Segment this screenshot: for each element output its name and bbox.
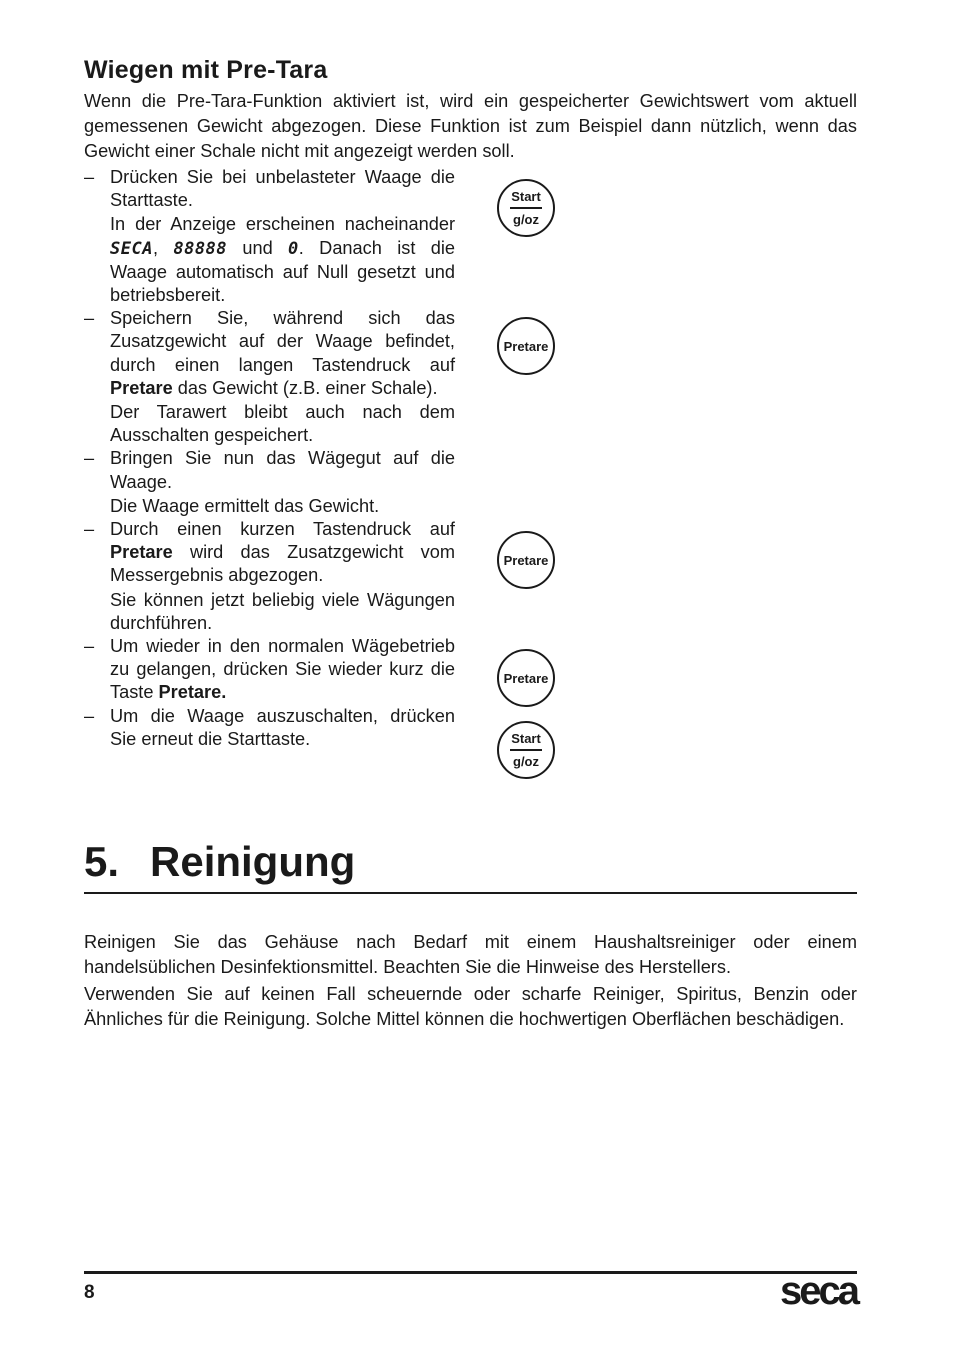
list-item xyxy=(84,518,455,635)
chapter-divider xyxy=(84,892,857,894)
step-text xyxy=(110,635,455,705)
pretare-key-icon xyxy=(497,531,555,589)
list-dash: – xyxy=(84,636,95,657)
list-item xyxy=(84,705,455,751)
list-dash: – xyxy=(84,308,95,329)
step-text-part: Speichern Sie, während sich das Zusatzgewicht auf der Waage befindet, durch einen langen Tastendruck auf xyxy=(110,308,455,375)
page-number: 8 xyxy=(84,1282,95,1303)
section-heading: Wiegen mit Pre-Tara xyxy=(84,56,328,84)
start-key-icon xyxy=(497,179,555,237)
step-text-part: wird das Zusatzgewicht vom Messergebnis abgezogen. xyxy=(110,542,455,586)
key-label: Pretare xyxy=(503,552,549,568)
chapter-heading xyxy=(84,838,355,886)
key-label-bottom: g/oz xyxy=(513,753,539,769)
step-text xyxy=(110,307,455,400)
cleaning-warning-paragraph: Verwenden Sie auf keinen Fall scheuernde oder scharfe Reiniger, Spiritus, Benzin oder Ähnliches für die Reinigung. Solche Mittel können die hochwertigen Oberflächen beschädigen. xyxy=(84,984,857,1029)
chapter-title: Reinigung xyxy=(150,838,356,885)
pretare-key-icon xyxy=(497,317,555,375)
list-item xyxy=(84,635,455,705)
step-note-text: . Danach ist die Waage automatisch auf Null gesetzt und betriebsbereit. xyxy=(110,237,455,306)
list-dash: – xyxy=(84,705,95,726)
pretare-key-icon xyxy=(497,649,555,707)
step-note xyxy=(110,213,455,307)
key-label-top: Start xyxy=(511,189,541,205)
display-readout-seca: SECA xyxy=(110,238,153,259)
key-label: Pretare xyxy=(503,670,549,686)
step-text-part: Durch einen kurzen Tastendruck auf xyxy=(110,519,455,540)
key-label-bottom: g/oz xyxy=(513,211,539,227)
pretare-keyword: Pretare. xyxy=(158,682,227,703)
step-note-text: , xyxy=(152,237,174,258)
cleaning-paragraph: Reinigen Sie das Gehäuse nach Bedarf mit einem Haushaltsreiniger oder einem handelsüblichen Desinfektionsmittel. Beachten Sie die Hinweise des Herstellers. xyxy=(84,932,857,977)
key-divider xyxy=(510,207,542,209)
intro-paragraph: Wenn die Pre-Tara-Funktion aktiviert ist, wird ein gespeicherter Gewichtswert vom aktuell gemessenen Gewicht abgezogen. Diese Funktion ist zum Beispiel dann nützlich, wenn das Gewicht einer Schale nicht mit angezeigt werden soll. xyxy=(84,91,857,161)
pretare-keyword: Pretare xyxy=(110,377,173,398)
pretare-keyword: Pretare xyxy=(110,542,173,563)
step-note: Sie können jetzt beliebig viele Wägungen durchführen. xyxy=(110,589,455,633)
display-readout-zero: 0 xyxy=(288,238,299,259)
list-item xyxy=(84,307,455,447)
step-text: Bringen Sie nun das Wägegut auf die Waage. xyxy=(110,448,455,492)
step-text: Drücken Sie bei unbelasteter Waage die Starttaste. xyxy=(110,167,455,211)
step-text-part: Um wieder in den normalen Wägebetrieb zu gelangen, drücken Sie wieder kurz die Taste xyxy=(110,636,455,703)
step-note: Der Tarawert bleibt auch nach dem Ausschalten gespeichert. xyxy=(110,402,455,446)
key-label: Pretare xyxy=(503,338,549,354)
step-text xyxy=(110,518,455,588)
chapter-number: 5. xyxy=(84,838,120,885)
step-note: Die Waage ermittelt das Gewicht. xyxy=(110,495,380,516)
list-dash: – xyxy=(84,519,95,540)
step-note-text: und xyxy=(227,237,289,258)
display-readout-88888: 88888 xyxy=(173,238,228,259)
list-dash: – xyxy=(84,167,95,187)
list-item xyxy=(84,447,455,518)
start-key-icon xyxy=(497,721,555,779)
key-label-top: Start xyxy=(511,731,541,747)
key-divider xyxy=(510,749,542,751)
instruction-list xyxy=(84,166,455,751)
list-item xyxy=(84,166,455,307)
seca-logo: seca xyxy=(780,1269,857,1313)
step-text-part: das Gewicht (z.B. einer Schale). xyxy=(172,377,438,398)
list-dash: – xyxy=(84,448,95,469)
step-text: Um die Waage auszuschalten, drücken Sie erneut die Starttaste. xyxy=(110,705,455,749)
step-note-text: In der Anzeige erscheinen nacheinander xyxy=(110,214,455,235)
